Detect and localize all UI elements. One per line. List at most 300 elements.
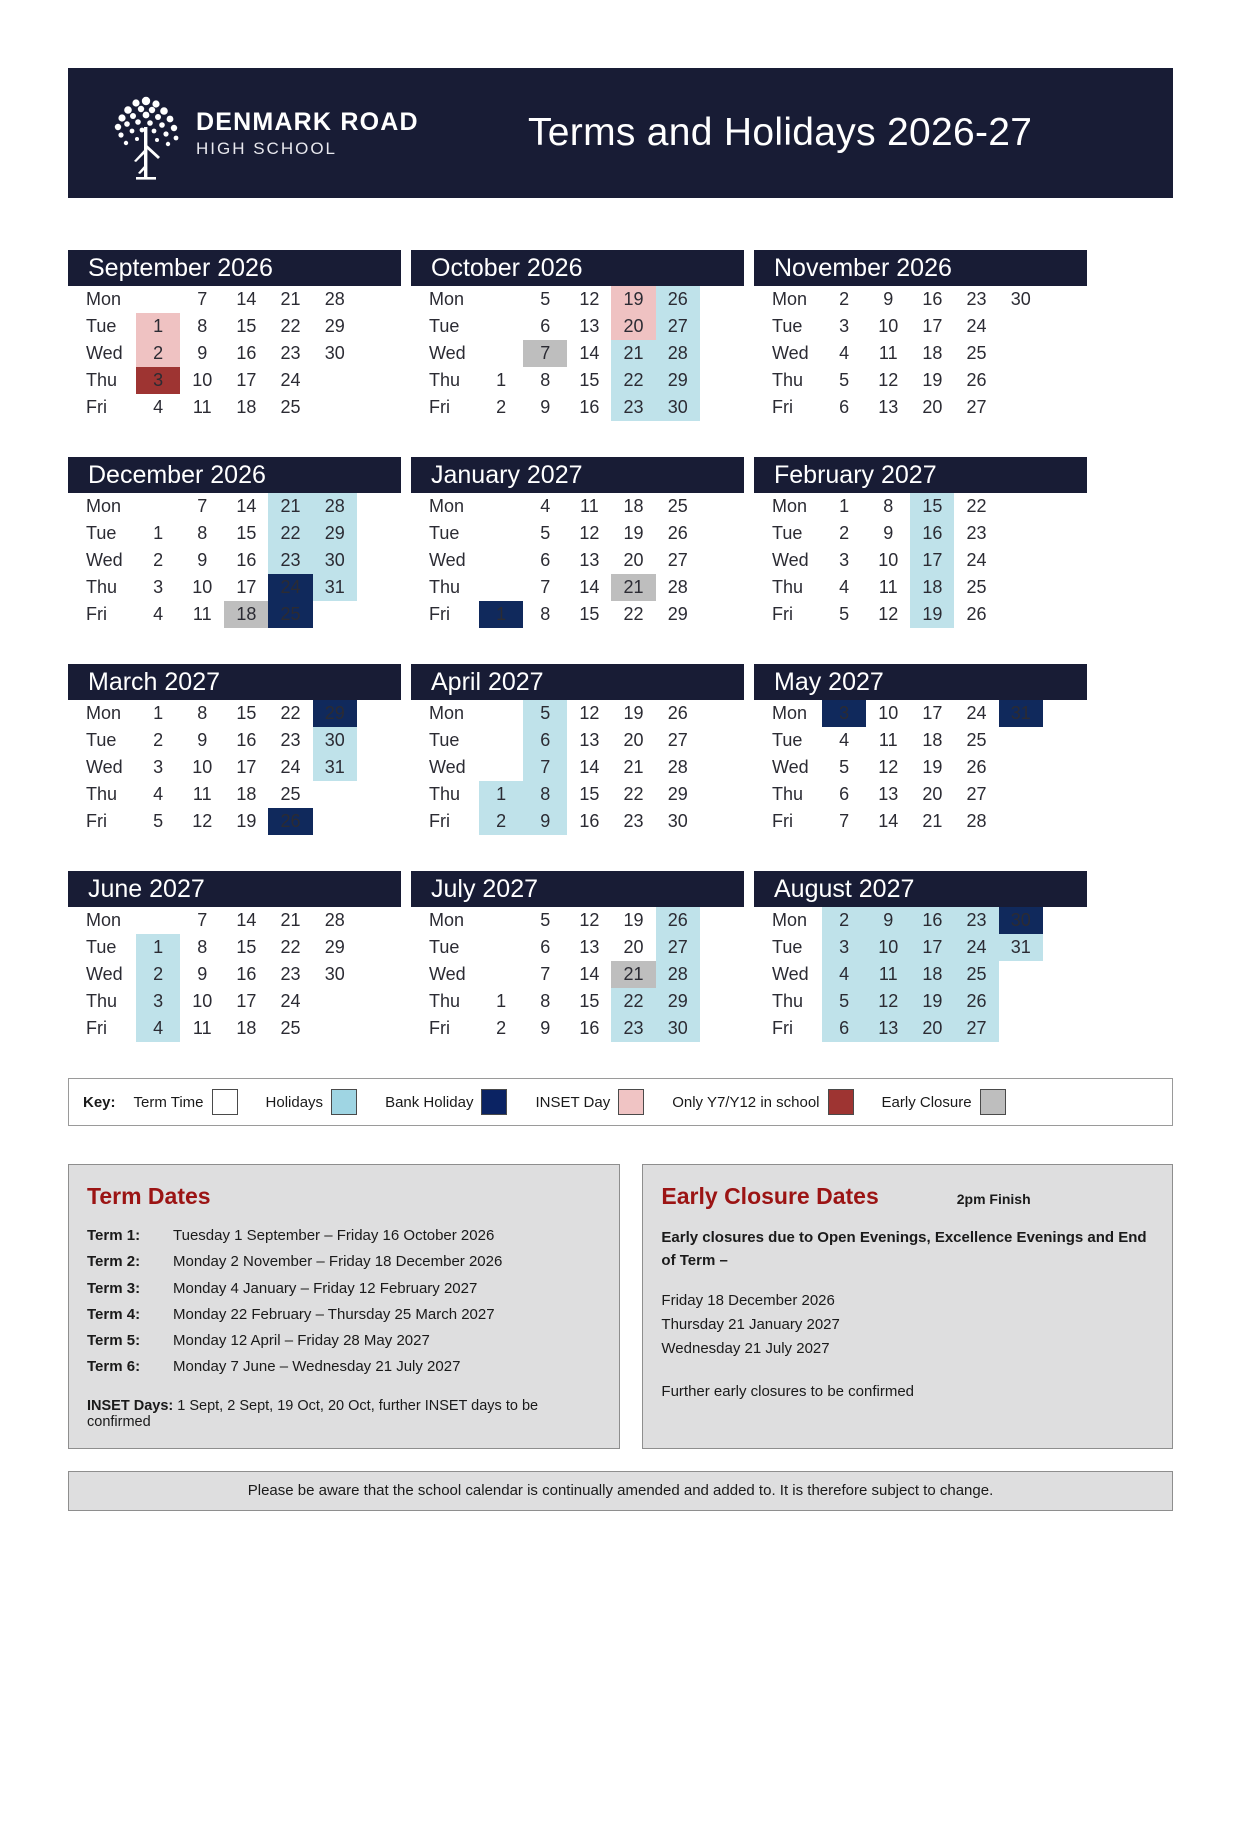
calendar-day-cell[interactable]: 21 — [611, 340, 655, 367]
calendar-day-cell[interactable]: 26 — [966, 604, 987, 624]
calendar-day-cell[interactable]: 7 — [523, 340, 567, 367]
calendar-day-cell[interactable]: 15 — [579, 604, 600, 624]
calendar-day-cell[interactable]: 26 — [667, 703, 688, 723]
calendar-day-cell[interactable]: 6 — [839, 397, 850, 417]
calendar-day-cell[interactable]: 24 — [966, 550, 987, 570]
calendar-empty-cell — [1043, 988, 1087, 1015]
calendar-day-cell[interactable]: 8 — [197, 316, 208, 336]
calendar-day-cell[interactable]: 15 — [236, 523, 257, 543]
calendar-day-cell[interactable]: 23 — [280, 730, 301, 750]
calendar-day-cell[interactable]: 12 — [866, 988, 910, 1015]
calendar-day-cell[interactable]: 1 — [136, 313, 180, 340]
calendar-day-cell[interactable]: 18 — [922, 730, 943, 750]
calendar-day-cell[interactable]: 2 — [822, 907, 866, 934]
week-day-row — [411, 313, 744, 340]
calendar-day-cell[interactable]: 29 — [667, 604, 688, 624]
day-of-week-label: Mon — [772, 496, 808, 516]
calendar-day-cell[interactable]: 26 — [656, 286, 700, 313]
calendar-day-cell[interactable]: 16 — [236, 343, 257, 363]
calendar-day-cell[interactable]: 19 — [922, 757, 943, 777]
calendar-day-cell[interactable]: 12 — [579, 910, 600, 930]
calendar-day-cell[interactable]: 18 — [623, 496, 644, 516]
calendar-day-cell[interactable]: 25 — [667, 496, 688, 516]
calendar-day-cell[interactable]: 6 — [540, 550, 551, 570]
calendar-day-cell[interactable]: 20 — [922, 784, 943, 804]
calendar-day-cell[interactable]: 11 — [866, 961, 910, 988]
calendar-day-cell[interactable]: 26 — [656, 907, 700, 934]
calendar-day-cell[interactable]: 18 — [224, 601, 268, 628]
calendar-day-cell[interactable]: 11 — [580, 496, 599, 516]
calendar-day-cell[interactable]: 8 — [883, 496, 894, 516]
calendar-day-cell[interactable]: 24 — [966, 316, 987, 336]
calendar-day-cell[interactable]: 26 — [966, 757, 987, 777]
calendar-day-cell[interactable]: 22 — [280, 316, 301, 336]
calendar-day-cell[interactable]: 21 — [280, 910, 301, 930]
calendar-day-cell[interactable]: 20 — [623, 730, 644, 750]
calendar-day-cell[interactable]: 1 — [496, 991, 507, 1011]
calendar-day-cell[interactable]: 12 — [878, 757, 899, 777]
calendar-day-cell[interactable]: 27 — [954, 1015, 998, 1042]
month-block — [754, 664, 1087, 835]
calendar-day-cell[interactable]: 29 — [656, 367, 700, 394]
calendar-day-cell[interactable]: 17 — [236, 370, 257, 390]
calendar-day-cell[interactable]: 11 — [878, 577, 898, 597]
calendar-day-cell[interactable]: 3 — [839, 316, 850, 336]
calendar-day-cell[interactable]: 17 — [236, 991, 257, 1011]
calendar-day-cell[interactable]: 16 — [579, 1018, 600, 1038]
calendar-day-cell[interactable]: 9 — [197, 343, 208, 363]
calendar-day-cell[interactable]: 4 — [153, 397, 164, 417]
calendar-day-cell[interactable]: 29 — [667, 784, 688, 804]
calendar-day-cell[interactable]: 2 — [839, 289, 850, 309]
calendar-day-cell[interactable]: 17 — [922, 703, 943, 723]
calendar-day-cell[interactable]: 3 — [153, 577, 164, 597]
week-day-row — [754, 700, 1087, 727]
legend-swatch — [212, 1089, 238, 1115]
calendar-day-cell[interactable]: 8 — [197, 937, 208, 957]
calendar-day-cell[interactable]: 29 — [324, 316, 345, 336]
calendar-day-cell[interactable]: 14 — [579, 577, 600, 597]
calendar-day-cell[interactable]: 20 — [922, 397, 943, 417]
legend-label: Key: — [83, 1093, 116, 1111]
calendar-day-cell[interactable]: 18 — [910, 961, 954, 988]
calendar-day-cell[interactable]: 12 — [579, 703, 600, 723]
calendar-day-cell[interactable]: 24 — [966, 703, 987, 723]
calendar-day-cell[interactable]: 13 — [866, 1015, 910, 1042]
calendar-day-cell[interactable]: 10 — [878, 550, 899, 570]
calendar-day-cell[interactable]: 3 — [822, 700, 866, 727]
calendar-day-cell[interactable]: 11 — [192, 397, 212, 417]
day-of-week-label: Mon — [86, 703, 122, 723]
calendar-day-cell[interactable]: 7 — [839, 811, 850, 831]
calendar-day-cell[interactable]: 4 — [822, 961, 866, 988]
calendar-day-cell[interactable]: 23 — [611, 394, 655, 421]
calendar-day-cell[interactable]: 9 — [540, 397, 551, 417]
calendar-day-cell[interactable]: 19 — [910, 988, 954, 1015]
week-day-row — [411, 574, 744, 601]
calendar-day-cell[interactable]: 12 — [579, 523, 600, 543]
calendar-day-cell[interactable]: 14 — [579, 343, 600, 363]
calendar-day-cell[interactable]: 25 — [966, 343, 987, 363]
calendar-day-cell[interactable]: 9 — [883, 289, 894, 309]
calendar-day-cell[interactable]: 29 — [313, 700, 357, 727]
calendar-day-cell[interactable]: 16 — [579, 397, 600, 417]
calendar-day-cell[interactable]: 2 — [479, 808, 523, 835]
calendar-day-cell[interactable]: 15 — [236, 703, 257, 723]
calendar-day-cell[interactable]: 16 — [236, 730, 257, 750]
calendar-day-cell[interactable]: 29 — [324, 937, 345, 957]
calendar-day-cell[interactable]: 25 — [966, 730, 987, 750]
calendar-day-cell[interactable]: 31 — [313, 754, 357, 781]
calendar-day-cell[interactable]: 14 — [878, 811, 899, 831]
calendar-day-cell[interactable]: 22 — [611, 367, 655, 394]
calendar-day-cell[interactable]: 1 — [136, 934, 180, 961]
calendar-day-cell[interactable]: 25 — [966, 577, 987, 597]
calendar-day-cell[interactable]: 1 — [496, 370, 507, 390]
calendar-day-cell[interactable]: 28 — [313, 493, 357, 520]
calendar-day-cell[interactable]: 11 — [192, 604, 212, 624]
calendar-day-cell[interactable]: 6 — [839, 784, 850, 804]
calendar-day-cell[interactable]: 21 — [623, 757, 644, 777]
calendar-day-cell[interactable]: 4 — [839, 730, 850, 750]
calendar-day-cell[interactable]: 2 — [136, 961, 180, 988]
calendar-day-cell[interactable]: 27 — [966, 784, 987, 804]
calendar-day-cell[interactable]: 12 — [878, 604, 899, 624]
calendar-day-cell[interactable]: 27 — [966, 397, 987, 417]
calendar-day-cell[interactable]: 17 — [922, 316, 943, 336]
inset-days-line — [87, 1398, 599, 1430]
calendar-empty-cell — [999, 781, 1043, 808]
calendar-day-cell[interactable]: 1 — [153, 703, 164, 723]
calendar-day-cell[interactable]: 11 — [878, 343, 898, 363]
calendar-day-cell[interactable]: 29 — [656, 988, 700, 1015]
calendar-day-cell[interactable]: 10 — [192, 370, 213, 390]
calendar-day-cell[interactable]: 25 — [280, 784, 301, 804]
calendar-day-cell[interactable]: 1 — [479, 781, 523, 808]
calendar-day-cell[interactable]: 31 — [313, 574, 357, 601]
calendar-empty-cell — [700, 601, 744, 628]
calendar-day-cell[interactable]: 15 — [236, 316, 257, 336]
calendar-empty-cell — [357, 547, 401, 574]
calendar-day-cell[interactable]: 24 — [268, 574, 312, 601]
calendar-day-cell[interactable]: 28 — [667, 577, 688, 597]
calendar-day-cell[interactable]: 19 — [910, 601, 954, 628]
calendar-day-cell[interactable]: 13 — [579, 937, 600, 957]
calendar-day-cell[interactable]: 4 — [136, 1015, 180, 1042]
calendar-day-cell[interactable]: 28 — [324, 910, 345, 930]
calendar-day-cell[interactable]: 21 — [280, 289, 301, 309]
calendar-day-cell[interactable]: 23 — [623, 811, 644, 831]
calendar-day-cell[interactable]: 13 — [579, 730, 600, 750]
calendar-day-cell[interactable]: 9 — [197, 964, 208, 984]
calendar-day-cell[interactable]: 19 — [623, 703, 644, 723]
calendar-day-cell[interactable]: 5 — [540, 523, 551, 543]
calendar-day-cell[interactable]: 28 — [324, 289, 345, 309]
calendar-day-cell[interactable]: 14 — [236, 910, 257, 930]
calendar-day-cell[interactable]: 26 — [966, 370, 987, 390]
calendar-empty-cell — [700, 781, 744, 808]
calendar-day-cell[interactable]: 15 — [579, 991, 600, 1011]
calendar-day-cell[interactable]: 25 — [268, 601, 312, 628]
calendar-day-cell[interactable]: 23 — [280, 343, 301, 363]
calendar-day-cell[interactable]: 9 — [883, 523, 894, 543]
calendar-day-cell[interactable]: 15 — [910, 493, 954, 520]
calendar-day-cell[interactable]: 20 — [623, 937, 644, 957]
calendar-day-cell[interactable]: 20 — [611, 313, 655, 340]
day-of-week-label: Tue — [772, 730, 803, 750]
calendar-day-cell[interactable]: 11 — [192, 1018, 212, 1038]
calendar-day-cell[interactable]: 30 — [313, 547, 357, 574]
calendar-day-cell[interactable]: 7 — [523, 754, 567, 781]
calendar-day-cell[interactable]: 31 — [999, 700, 1043, 727]
calendar-empty-cell — [479, 754, 523, 781]
calendar-day-cell[interactable]: 5 — [839, 757, 850, 777]
calendar-day-cell[interactable]: 7 — [197, 289, 208, 309]
calendar-day-cell[interactable]: 17 — [910, 547, 954, 574]
calendar-day-cell[interactable]: 16 — [910, 520, 954, 547]
calendar-day-cell[interactable]: 16 — [910, 907, 954, 934]
calendar-day-cell[interactable]: 23 — [966, 523, 987, 543]
calendar-day-cell[interactable]: 14 — [236, 496, 257, 516]
calendar-day-cell[interactable]: 5 — [153, 811, 164, 831]
calendar-day-cell[interactable]: 4 — [153, 784, 164, 804]
calendar-day-cell[interactable]: 15 — [579, 370, 600, 390]
tree-icon — [108, 83, 184, 183]
calendar-day-cell[interactable]: 6 — [540, 316, 551, 336]
calendar-day-cell[interactable]: 30 — [999, 907, 1043, 934]
calendar-day-cell[interactable]: 22 — [966, 496, 987, 516]
calendar-day-cell[interactable]: 5 — [540, 289, 551, 309]
calendar-day-cell[interactable]: 16 — [236, 964, 257, 984]
calendar-day-cell[interactable]: 10 — [866, 934, 910, 961]
calendar-day-cell[interactable]: 11 — [878, 730, 898, 750]
calendar-empty-cell — [1043, 754, 1087, 781]
calendar-day-cell[interactable]: 2 — [153, 550, 164, 570]
calendar-empty-cell — [999, 313, 1043, 340]
calendar-day-cell[interactable]: 15 — [236, 937, 257, 957]
calendar-day-cell[interactable]: 1 — [839, 496, 850, 516]
calendar-day-cell[interactable]: 30 — [656, 394, 700, 421]
calendar-day-cell[interactable]: 6 — [523, 727, 567, 754]
calendar-day-cell[interactable]: 26 — [268, 808, 312, 835]
calendar-day-cell[interactable]: 28 — [656, 340, 700, 367]
calendar-day-cell[interactable]: 9 — [523, 808, 567, 835]
calendar-day-cell[interactable]: 4 — [839, 577, 850, 597]
term-range: Monday 2 November – Friday 18 December 2026 — [173, 1253, 503, 1271]
calendar-day-cell[interactable]: 2 — [496, 397, 507, 417]
calendar-day-cell[interactable]: 3 — [822, 934, 866, 961]
calendar-day-cell[interactable]: 29 — [313, 520, 357, 547]
calendar-day-cell[interactable]: 2 — [153, 730, 164, 750]
calendar-day-cell[interactable]: 2 — [136, 340, 180, 367]
calendar-day-cell[interactable]: 30 — [667, 811, 688, 831]
calendar-day-cell[interactable]: 8 — [540, 604, 551, 624]
calendar-day-cell[interactable]: 19 — [236, 811, 257, 831]
calendar-day-cell[interactable]: 11 — [192, 784, 212, 804]
calendar-day-cell[interactable]: 10 — [878, 316, 899, 336]
calendar-day-cell[interactable]: 16 — [922, 289, 943, 309]
calendar-day-cell[interactable]: 8 — [197, 523, 208, 543]
calendar-day-cell[interactable]: 3 — [136, 367, 180, 394]
day-of-week-label: Fri — [772, 1018, 793, 1038]
calendar-empty-cell — [999, 601, 1043, 628]
calendar-month-row — [68, 664, 1173, 835]
calendar-day-cell[interactable]: 18 — [236, 397, 257, 417]
calendar-day-cell[interactable]: 19 — [623, 523, 644, 543]
calendar-day-cell[interactable]: 24 — [280, 757, 301, 777]
calendar-day-cell[interactable]: 26 — [954, 988, 998, 1015]
calendar-day-cell[interactable]: 13 — [579, 550, 600, 570]
calendar-day-cell[interactable]: 25 — [954, 961, 998, 988]
calendar-empty-cell — [313, 781, 357, 808]
calendar-day-cell[interactable]: 24 — [280, 370, 301, 390]
calendar-day-cell[interactable]: 8 — [197, 703, 208, 723]
calendar-day-cell[interactable]: 22 — [611, 988, 655, 1015]
calendar-day-cell[interactable]: 15 — [579, 784, 600, 804]
calendar-day-cell[interactable]: 16 — [579, 811, 600, 831]
calendar-day-cell[interactable]: 22 — [623, 604, 644, 624]
calendar-day-cell[interactable]: 28 — [667, 757, 688, 777]
calendar-day-cell[interactable]: 19 — [611, 286, 655, 313]
calendar-day-cell[interactable]: 3 — [839, 550, 850, 570]
calendar-day-cell[interactable]: 28 — [656, 961, 700, 988]
calendar-day-cell[interactable]: 28 — [966, 811, 987, 831]
calendar-day-cell[interactable]: 3 — [153, 757, 164, 777]
calendar-day-cell[interactable]: 22 — [280, 703, 301, 723]
calendar-empty-cell — [1043, 547, 1087, 574]
week-day-row — [754, 340, 1087, 367]
calendar-day-cell[interactable]: 2 — [496, 1018, 507, 1038]
calendar-day-cell[interactable]: 30 — [324, 343, 345, 363]
calendar-day-cell[interactable]: 5 — [540, 910, 551, 930]
calendar-day-cell[interactable]: 23 — [268, 547, 312, 574]
calendar-day-cell[interactable]: 27 — [667, 730, 688, 750]
week-day-row — [68, 340, 401, 367]
calendar-day-cell[interactable]: 10 — [192, 757, 213, 777]
calendar-day-cell[interactable]: 22 — [280, 937, 301, 957]
calendar-day-cell[interactable]: 22 — [268, 520, 312, 547]
calendar-empty-cell — [1043, 313, 1087, 340]
calendar-day-cell[interactable]: 9 — [197, 730, 208, 750]
calendar-day-cell[interactable]: 10 — [192, 991, 213, 1011]
calendar-day-cell[interactable]: 25 — [280, 397, 301, 417]
calendar-day-cell[interactable]: 21 — [611, 574, 655, 601]
calendar-day-cell[interactable]: 12 — [878, 370, 899, 390]
calendar-day-cell[interactable]: 7 — [197, 496, 208, 516]
calendar-day-cell[interactable]: 4 — [153, 604, 164, 624]
week-day-row — [411, 754, 744, 781]
calendar-day-cell[interactable]: 24 — [280, 991, 301, 1011]
calendar-day-cell[interactable]: 21 — [268, 493, 312, 520]
calendar-day-cell[interactable]: 18 — [236, 784, 257, 804]
calendar-day-cell[interactable]: 25 — [280, 1018, 301, 1038]
calendar-day-cell[interactable]: 20 — [910, 1015, 954, 1042]
calendar-day-cell[interactable]: 9 — [866, 907, 910, 934]
calendar-day-cell[interactable]: 30 — [313, 727, 357, 754]
calendar-day-cell[interactable]: 22 — [623, 784, 644, 804]
calendar-day-cell[interactable]: 17 — [236, 577, 257, 597]
calendar-day-cell[interactable]: 6 — [822, 1015, 866, 1042]
calendar-day-cell[interactable]: 23 — [954, 907, 998, 934]
calendar-day-cell[interactable]: 23 — [280, 964, 301, 984]
calendar-day-cell[interactable]: 19 — [922, 370, 943, 390]
calendar-day-cell[interactable]: 1 — [153, 523, 164, 543]
calendar-day-cell[interactable]: 10 — [878, 703, 899, 723]
calendar-day-cell[interactable]: 16 — [236, 550, 257, 570]
calendar-day-cell[interactable]: 14 — [579, 757, 600, 777]
calendar-day-cell[interactable]: 21 — [922, 811, 943, 831]
week-day-row — [411, 1015, 744, 1042]
calendar-empty-cell — [357, 727, 401, 754]
calendar-day-cell[interactable]: 23 — [966, 289, 987, 309]
calendar-day-cell[interactable]: 24 — [954, 934, 998, 961]
page-banner — [68, 68, 1173, 198]
calendar-day-cell[interactable]: 2 — [839, 523, 850, 543]
calendar-day-cell[interactable]: 30 — [1010, 289, 1031, 309]
week-day-row — [754, 754, 1087, 781]
calendar-day-cell[interactable]: 27 — [656, 934, 700, 961]
calendar-day-cell[interactable]: 17 — [236, 757, 257, 777]
calendar-day-cell[interactable]: 5 — [822, 988, 866, 1015]
calendar-day-cell[interactable]: 19 — [623, 910, 644, 930]
calendar-day-cell[interactable]: 14 — [236, 289, 257, 309]
calendar-day-cell[interactable]: 20 — [623, 550, 644, 570]
calendar-day-cell[interactable]: 18 — [236, 1018, 257, 1038]
calendar-day-cell[interactable]: 5 — [839, 370, 850, 390]
calendar-day-cell[interactable]: 12 — [192, 811, 213, 831]
calendar-empty-cell — [999, 961, 1043, 988]
calendar-day-cell[interactable]: 18 — [910, 574, 954, 601]
calendar-day-cell[interactable]: 5 — [523, 700, 567, 727]
calendar-day-cell[interactable]: 26 — [667, 523, 688, 543]
calendar-day-cell[interactable]: 8 — [523, 781, 567, 808]
month-block — [754, 871, 1087, 1042]
calendar-day-cell[interactable]: 27 — [667, 550, 688, 570]
calendar-day-cell[interactable]: 5 — [839, 604, 850, 624]
calendar-day-cell[interactable]: 1 — [479, 601, 523, 628]
calendar-day-cell[interactable]: 4 — [540, 496, 551, 516]
calendar-day-cell[interactable]: 7 — [540, 577, 551, 597]
calendar-day-cell[interactable]: 4 — [839, 343, 850, 363]
calendar-day-cell[interactable]: 13 — [579, 316, 600, 336]
calendar-day-cell[interactable]: 21 — [611, 961, 655, 988]
calendar-day-cell[interactable]: 7 — [197, 910, 208, 930]
calendar-day-cell[interactable]: 9 — [197, 550, 208, 570]
calendar-day-cell[interactable]: 13 — [878, 397, 899, 417]
calendar-day-cell[interactable]: 30 — [324, 964, 345, 984]
calendar-day-cell[interactable]: 7 — [540, 964, 551, 984]
calendar-day-cell[interactable]: 31 — [999, 934, 1043, 961]
calendar-empty-cell — [313, 367, 357, 394]
calendar-day-cell[interactable]: 18 — [922, 343, 943, 363]
calendar-empty-cell — [357, 961, 401, 988]
calendar-day-cell[interactable]: 3 — [136, 988, 180, 1015]
calendar-day-cell[interactable]: 27 — [656, 313, 700, 340]
calendar-day-cell[interactable]: 30 — [656, 1015, 700, 1042]
calendar-day-cell[interactable]: 9 — [540, 1018, 551, 1038]
calendar-day-cell[interactable]: 12 — [579, 289, 600, 309]
calendar-empty-cell — [700, 961, 744, 988]
calendar-day-cell[interactable]: 17 — [910, 934, 954, 961]
calendar-day-cell[interactable]: 14 — [579, 964, 600, 984]
calendar-day-cell[interactable]: 13 — [878, 784, 899, 804]
calendar-day-cell[interactable]: 8 — [540, 991, 551, 1011]
legend-item — [385, 1089, 507, 1115]
calendar-day-cell[interactable]: 23 — [611, 1015, 655, 1042]
calendar-day-cell[interactable]: 8 — [540, 370, 551, 390]
calendar-day-cell[interactable]: 10 — [192, 577, 213, 597]
calendar-day-cell[interactable]: 6 — [540, 937, 551, 957]
